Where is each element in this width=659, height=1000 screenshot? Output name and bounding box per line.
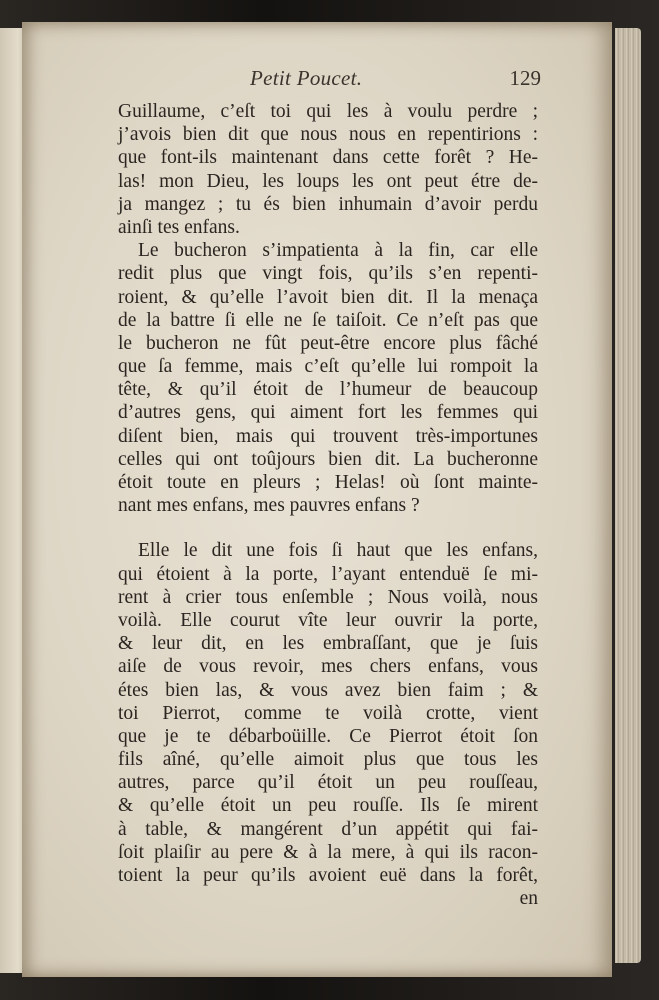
text-line: d’autres gens, qui aiment fort les femmes qui xyxy=(118,402,538,424)
text-line: & leur dit, en les embraſſant, que je ſuis xyxy=(118,633,538,655)
text-line: le bucheron ne fût peut-être encore plus fâché xyxy=(118,332,538,354)
text-line: que font-ils maintenant dans cette forêt ? He- xyxy=(118,147,538,169)
text-line: Guillaume, c’eſt toi qui les à voulu perdre ; xyxy=(118,101,538,122)
text-line: fils aîné, qu’elle aimoit plus que tous les xyxy=(118,749,538,771)
text-line: autres, parce qu’il étoit un peu rouſſeau, xyxy=(118,772,538,794)
text-line: de la battre ſi elle ne ſe taiſoit. Ce n’eſt pas que xyxy=(118,309,538,331)
text-line: rent à crier tous enſemble ; Nous voilà, nous xyxy=(118,586,538,608)
text-line: tête, & qu’il étoit de l’humeur de beaucoup xyxy=(118,379,538,401)
text-line: roient, & qu’elle l’avoit bien dit. Il la menaça xyxy=(118,286,538,308)
book-page xyxy=(22,22,612,977)
page-content xyxy=(118,64,541,910)
page-block-edge xyxy=(615,28,641,963)
text-line: qui étoient à la porte, l’ayant entenduë ſe mi- xyxy=(118,563,538,585)
running-head xyxy=(118,64,541,104)
text-line: étes bien las, & vous avez bien faim ; & xyxy=(118,679,538,701)
text-line: redit plus que vingt fois, qu’ils s’en repenti- xyxy=(118,263,538,285)
text-line: ſoit plaiſir au pere & à la mere, à qui ils racon- xyxy=(118,841,538,863)
text-line: las! mon Dieu, les loups les ont peut étre de- xyxy=(118,170,538,192)
running-title: Petit Poucet. xyxy=(250,66,363,90)
page-number: 129 xyxy=(509,66,541,90)
text-line: à table, & mangérent d’un appétit qui fai- xyxy=(118,818,538,840)
text-line: Le bucheron s’impatienta à la fin, car elle xyxy=(138,240,538,262)
text-line: Elle le dit une fois ſi haut que les enfans, xyxy=(138,540,538,562)
text-line: que ſa femme, mais c’eſt qu’elle lui rompoit la xyxy=(118,356,538,378)
text-line: nant mes enfans, mes pauvres enfans ? xyxy=(118,495,420,517)
text-line: diſent bien, mais qui trouvent très-importunes xyxy=(118,425,538,447)
text-line: aiſe de vous revoir, mes chers enfans, vous xyxy=(118,656,538,678)
text-line: celles qui ont toûjours bien dit. La bucheronne xyxy=(118,448,538,470)
text-line: que je te débarboüille. Ce Pierrot étoit ſon xyxy=(118,725,538,747)
paragraph xyxy=(118,239,538,517)
text-line: j’avois bien dit que nous nous en repentirions : xyxy=(118,124,538,146)
text-line: ja mangez ; tu és bien inhumain d’avoir perdu xyxy=(118,193,538,215)
text-line: voilà. Elle courut vîte leur ouvrir la porte, xyxy=(118,609,538,631)
text-line: toient la peur qu’ils avoient euë dans la forêt, xyxy=(118,865,538,886)
paragraph xyxy=(118,100,538,239)
paragraph xyxy=(118,539,538,887)
catchword: en xyxy=(519,888,538,910)
text-line: toi Pierrot, comme te voilà crotte, vient xyxy=(118,702,538,724)
text-line: ainſi tes enfans. xyxy=(118,216,240,238)
paragraph-gap xyxy=(118,517,538,539)
body-text xyxy=(118,100,538,910)
text-line: étoit toute en pleurs ; Helas! où ſont mainte- xyxy=(118,472,538,493)
text-line: & qu’elle étoit un peu rouſſe. Ils ſe mirent xyxy=(118,795,538,817)
